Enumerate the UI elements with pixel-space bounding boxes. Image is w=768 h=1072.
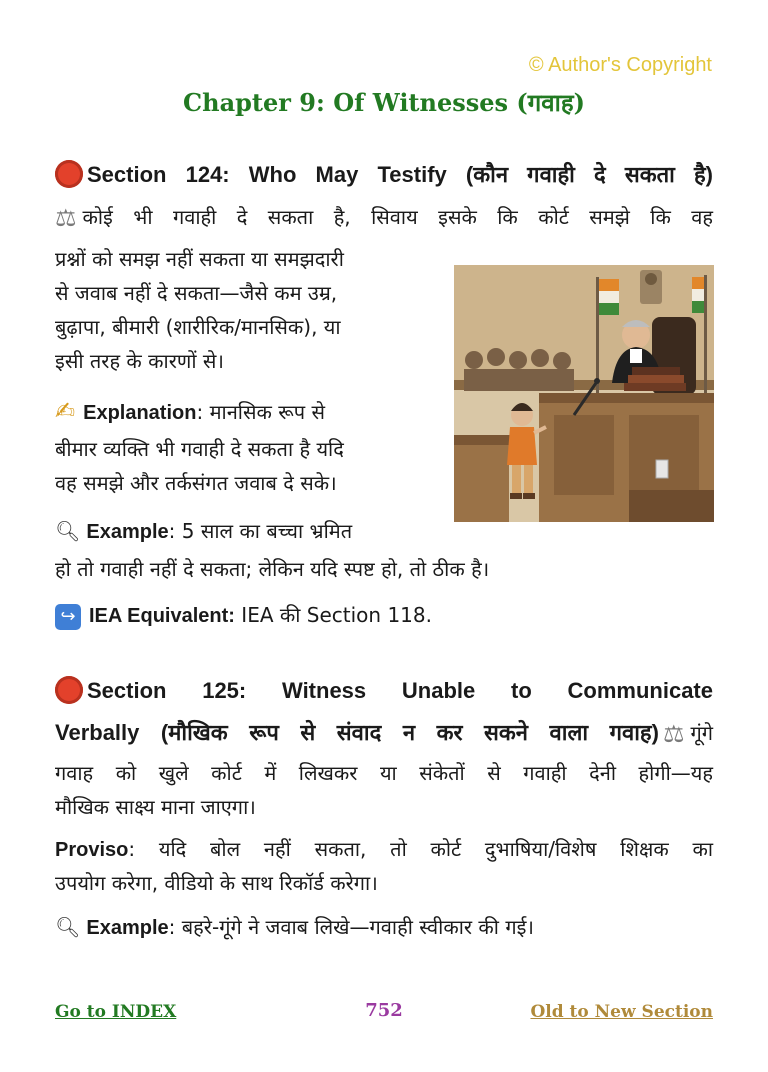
text-line: कोई भी गवाही दे सकता है, सिवाय इसके कि कोर्ट समझे कि वह — [82, 205, 713, 229]
section-125-heading-line2 — [55, 716, 713, 751]
text-line: : 5 साल का बच्चा भ्रमित — [168, 519, 353, 543]
magnifier-icon: 🔍︎ — [55, 519, 81, 543]
proviso-line2: उपयोग करेगा, वीडियो के साथ रिकॉर्ड करेगा। — [55, 871, 378, 895]
stop-sign-icon — [55, 160, 83, 188]
magnifier-icon: 🔍︎ — [55, 915, 81, 939]
balance-scale-icon: ⚖ — [662, 720, 685, 748]
section-124-text-line2: प्रश्नों को समझ नहीं सकता या समझदारी — [55, 247, 344, 271]
explanation-line1 — [55, 394, 435, 430]
section-125-heading-line1 — [55, 674, 713, 708]
proviso-line1 — [55, 832, 713, 867]
explanation-line3: वह समझे और तर्कसंगत जवाब दे सके। — [55, 471, 337, 495]
explanation-label: Explanation — [83, 402, 197, 424]
go-to-index-link[interactable]: Go to INDEX — [55, 1002, 177, 1022]
stop-sign-icon — [55, 676, 83, 704]
iea-text: IEA की Section 118. — [234, 603, 432, 627]
section-124-heading-text: Section 124: Who May Testify (कौन गवाही दे सकता है) — [87, 162, 713, 187]
section-125-text-line2: गवाह को खुले कोर्ट में लिखकर या संकेतों से गवाही देनी होगी—यह — [55, 761, 713, 785]
iea-label: IEA Equivalent: — [89, 605, 235, 627]
old-to-new-section-link[interactable]: Old to New Section — [530, 1002, 713, 1022]
page-number: 752 — [365, 1000, 403, 1021]
explanation-line2: बीमार व्यक्ति भी गवाही दे सकता है यदि — [55, 437, 344, 461]
copyright-notice: © Author's Copyright — [528, 54, 712, 76]
section-124-text-line5: इसी तरह के कारणों से। — [55, 349, 224, 373]
balance-scale-icon: ⚖ — [55, 204, 77, 232]
example-124-line1 — [55, 514, 435, 549]
section-124-text-line1 — [55, 200, 713, 235]
writing-hand-icon: ✍ — [55, 397, 76, 425]
section-125-heading-line2-text: Verbally (मौखिक रूप से संवाद न कर सकने वाला गवाह) — [55, 720, 659, 745]
section-125-text-line3: मौखिक साक्ष्य माना जाएगा। — [55, 795, 256, 819]
example-label: Example — [86, 521, 169, 543]
chapter-title: Chapter 9: Of Witnesses (गवाह) — [183, 88, 585, 117]
section-125-heading-text: Section 125: Witness Unable to Communicate — [87, 678, 713, 703]
text-line: : यदि बोल नहीं सकता, तो कोर्ट दुभाषिया/विशेष शिक्षक का — [128, 837, 713, 861]
emblem-icon — [640, 270, 662, 304]
text-line: गूंगे — [690, 721, 713, 745]
example-label: Example — [86, 917, 169, 939]
courtroom-illustration — [454, 265, 714, 522]
section-124-text-line4: बुढ़ापा, बीमारी (शारीरिक/मानसिक), या — [55, 315, 341, 339]
return-arrow-icon: ↪ — [55, 604, 81, 630]
proviso-label: Proviso — [55, 839, 129, 861]
section-124-heading — [55, 158, 713, 192]
text-line: : बहरे-गूंगे ने जवाब लिखे—गवाही स्वीकार की गई। — [168, 915, 534, 939]
section-124-text-line3: से जवाब नहीं दे सकता—जैसे कम उम्र, — [55, 281, 338, 305]
example-124-line2: हो तो गवाही नहीं दे सकता; लेकिन यदि स्पष्ट हो, तो ठीक है। — [55, 557, 490, 581]
example-125 — [55, 910, 713, 945]
iea-equivalent — [55, 598, 713, 633]
text-line: : मानसिक रूप से — [196, 400, 325, 424]
